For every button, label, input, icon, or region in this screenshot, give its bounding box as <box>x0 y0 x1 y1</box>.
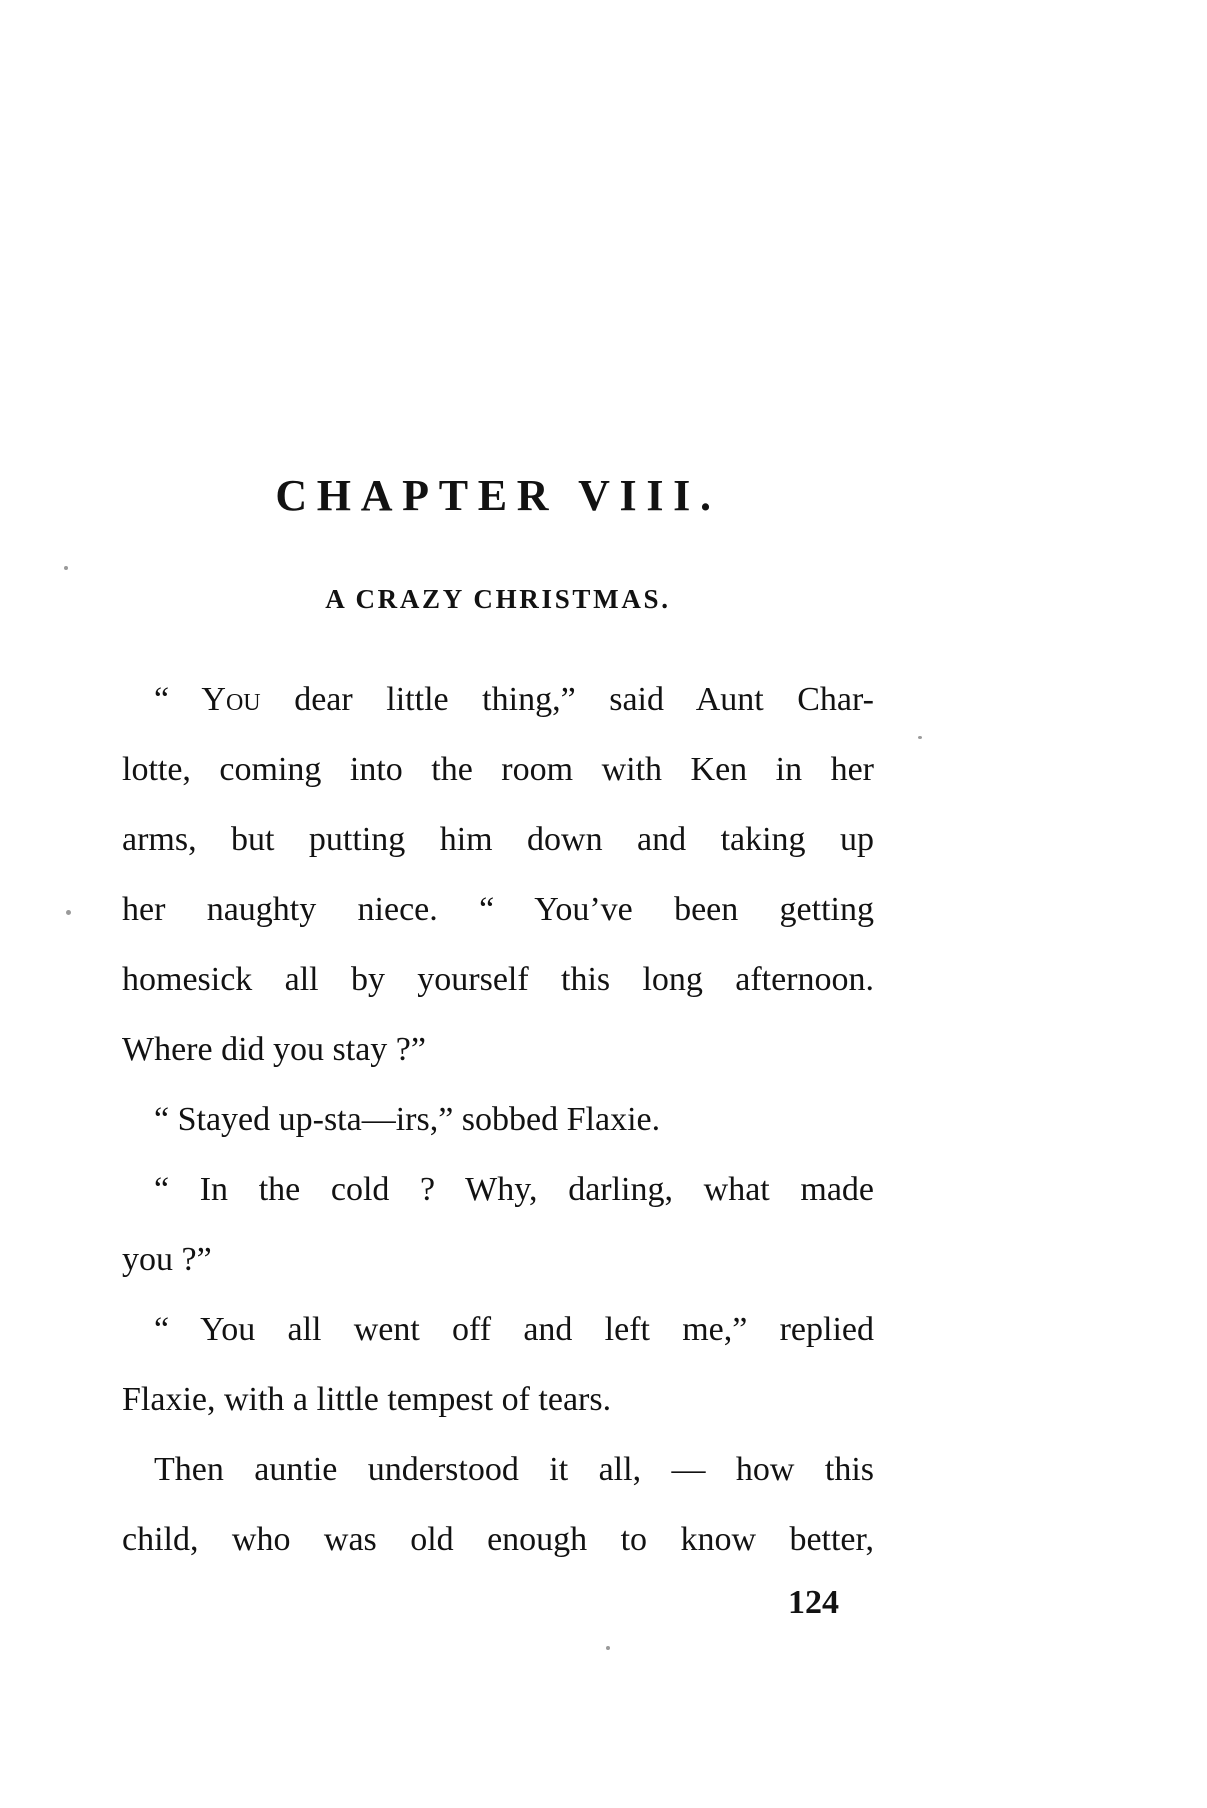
scan-speck <box>918 736 922 739</box>
chapter-heading: CHAPTER VIII. <box>275 471 721 520</box>
body-line: arms, but putting him down and taking up <box>122 821 874 858</box>
page-number: 124 <box>788 1584 839 1621</box>
open-quote: “ <box>154 681 202 718</box>
dropword-capital: Y <box>201 681 226 718</box>
body-line: lotte, coming into the room with Ken in her <box>122 751 874 788</box>
body-line: Then auntie understood it all, — how this <box>154 1451 874 1488</box>
body-line: homesick all by yourself this long afternoon. <box>122 961 874 998</box>
scan-speck <box>64 566 68 570</box>
section-title: A CRAZY CHRISTMAS. <box>325 584 671 614</box>
body-line <box>122 665 874 735</box>
body-line: Where did you stay ?” <box>122 1031 426 1068</box>
body-line: “ You all went off and left me,” replied <box>154 1311 874 1348</box>
body-line: her naughty niece. “ You’ve been getting <box>122 891 874 928</box>
body-line: “ Stayed up-sta—irs,” sobbed Flaxie. <box>154 1101 661 1138</box>
scan-speck <box>66 910 71 915</box>
line-text: dear little thing,” said Aunt Char- <box>260 681 874 718</box>
body-text <box>122 665 874 1575</box>
dropword-smallcaps: ou <box>225 681 261 718</box>
body-line: you ?” <box>122 1241 212 1278</box>
body-line: Flaxie, with a little tempest of tears. <box>122 1381 612 1418</box>
body-line: child, who was old enough to know better, <box>122 1521 874 1558</box>
body-line: “ In the cold ? Why, darling, what made <box>154 1171 874 1208</box>
scan-speck <box>606 1646 610 1650</box>
